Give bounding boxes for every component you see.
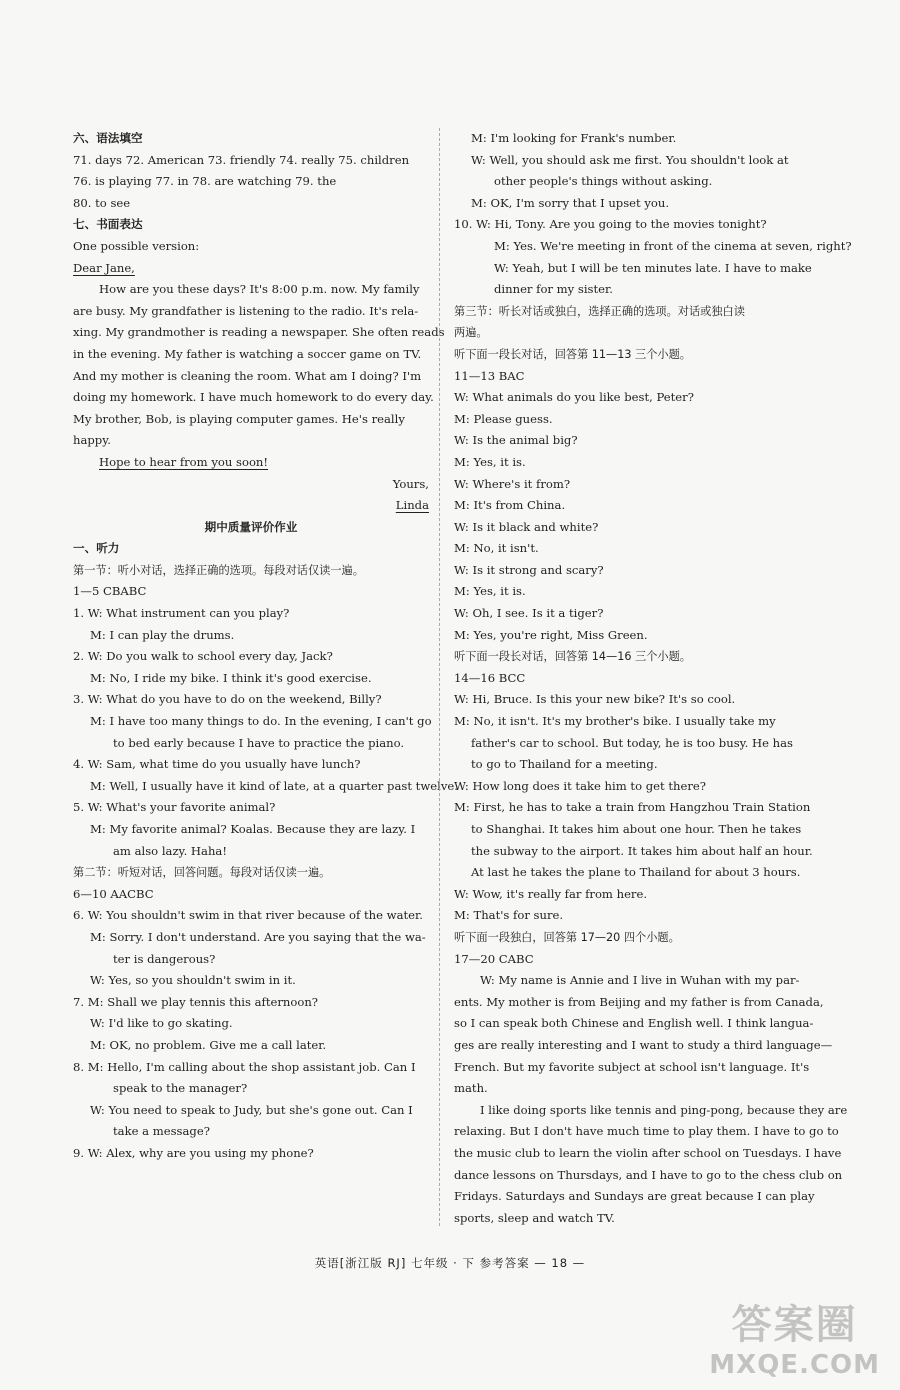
right-text-line: math. <box>454 1081 488 1096</box>
left-text-line: 六、语法填空 <box>73 131 143 145</box>
right-text-line: to Shanghai. It takes him about one hour. Then he takes <box>471 822 802 836</box>
right-text-line: 两遍。 <box>454 326 488 340</box>
left-text-line: 第一节：听小对话，选择正确的选项。每段对话仅读一遍。 <box>73 563 364 577</box>
right-text-line: 10. W: Hi, Tony. Are you going to the movies tonight? <box>454 217 767 232</box>
right-text-line: the music club to learn the violin after school on Tuesdays. I have <box>454 1145 842 1160</box>
left-text-line: 七、书面表达 <box>73 217 143 232</box>
right-text-line: sports, sleep and watch TV. <box>454 1210 615 1225</box>
right-text-line: dance lessons on Thursdays, and I have to go to the chess club on <box>454 1167 843 1182</box>
left-text-line: speak to the manager? <box>113 1081 248 1096</box>
right-text-line: M: OK, I'm sorry that I upset you. <box>471 195 670 210</box>
right-text-line: M: I'm looking for Frank's number. <box>471 131 677 145</box>
left-text-line: And my mother is cleaning the room. What am I doing? I'm <box>73 368 422 383</box>
left-text-line: 7. M: Shall we play tennis this afternoon? <box>73 994 319 1009</box>
right-text-line: W: Is the animal big? <box>454 433 578 448</box>
right-text-line: W: Where's it from? <box>454 476 571 491</box>
right-text-line: M: First, he has to take a train from Hangzhou Train Station <box>454 800 811 815</box>
left-text-line: 期中质量评价作业 <box>204 519 298 534</box>
left-text-line: M: OK, no problem. Give me a call later. <box>90 1037 327 1052</box>
right-text-line: 14—16 BCC <box>454 670 526 685</box>
left-text-line: Hope to hear from you soon! <box>99 454 269 469</box>
right-text-line: M: Yes, it is. <box>454 454 526 469</box>
right-text-line: W: What animals do you like best, Peter? <box>454 390 694 405</box>
watermark-logo <box>709 1293 880 1380</box>
right-text-line: M: Yes, it is. <box>454 584 526 599</box>
left-text-line: 6. W: You shouldn't swim in that river because of the water. <box>73 908 423 923</box>
left-text-line: W: I'd like to go skating. <box>90 1016 233 1031</box>
left-text-line: to bed early because I have to practice the piano. <box>113 735 405 750</box>
left-text-line: 5. W: What's your favorite animal? <box>73 800 276 815</box>
right-text-line: W: Yeah, but I will be ten minutes late. I have to make <box>494 260 812 275</box>
left-text-line: in the evening. My father is watching a soccer game on TV. <box>73 346 422 361</box>
left-text-line: 1—5 CBABC <box>73 584 147 599</box>
right-text-line: W: Well, you should ask me first. You shouldn't look at <box>471 152 789 167</box>
right-column <box>454 128 852 1229</box>
left-text-line: W: Yes, so you shouldn't swim in it. <box>90 973 296 988</box>
right-text-line: M: Yes. We're meeting in front of the cinema at seven, right? <box>494 238 852 253</box>
right-text-line: 听下面一段长对话，回答第 11—13 三个小题。 <box>454 347 691 361</box>
left-text-line: xing. My grandmother is reading a newspaper. She often reads <box>73 325 445 340</box>
right-text-line: 听下面一段独白，回答第 17—20 四个小题。 <box>454 930 680 944</box>
left-text-line: 71. days 72. American 73. friendly 74. really 75. children <box>73 152 410 167</box>
right-text-line: M: That's for sure. <box>454 908 564 923</box>
left-text-line: 4. W: Sam, what time do you usually have lunch? <box>73 757 361 772</box>
left-text-line: Yours, <box>392 476 429 491</box>
left-text-line: 一、听力 <box>73 541 120 556</box>
right-text-line: W: Oh, I see. Is it a tiger? <box>454 606 604 621</box>
left-text-line: M: No, I ride my bike. I think it's good exercise. <box>90 670 372 685</box>
right-text-line: to go to Thailand for a meeting. <box>471 757 658 772</box>
right-text-line: W: How long does it take him to get there? <box>454 778 706 793</box>
left-column <box>73 128 458 1165</box>
left-text-line: doing my homework. I have much homework to do every day. <box>73 390 434 405</box>
right-text-line: so I can speak both Chinese and English well. I think langua- <box>454 1016 814 1031</box>
left-text-line: am also lazy. Haha! <box>113 843 227 858</box>
right-text-line: 第三节：听长对话或独白，选择正确的选项。对话或独白读 <box>454 304 745 318</box>
right-text-line: M: Please guess. <box>454 411 553 426</box>
right-text-line: 11—13 BAC <box>454 368 525 383</box>
right-text-line: M: No, it isn't. <box>454 541 539 556</box>
right-text-line: other people's things without asking. <box>494 174 713 189</box>
left-text-line: 6—10 AACBC <box>73 886 154 901</box>
right-text-line: At last he takes the plane to Thailand for about 3 hours. <box>471 865 801 880</box>
left-text-line: 3. W: What do you have to do on the weekend, Billy? <box>73 692 382 707</box>
right-text-line: I like doing sports like tennis and ping-pong, because they are <box>480 1102 848 1117</box>
left-text-line: 76. is playing 77. in 78. are watching 79. the <box>73 174 337 189</box>
right-text-line: 听下面一段长对话，回答第 14—16 三个小题。 <box>454 650 691 664</box>
right-text-line: relaxing. But I don't have much time to play them. I have to go to <box>454 1124 839 1139</box>
right-text-line: M: No, it isn't. It's my brother's bike. I usually take my <box>454 714 776 729</box>
right-text-line: father's car to school. But today, he is too busy. He has <box>471 735 794 750</box>
left-text-line: 第二节：听短对话，回答问题。每段对话仅读一遍。 <box>73 866 331 880</box>
right-text-line: M: Yes, you're right, Miss Green. <box>454 627 648 642</box>
right-text-line: the subway to the airport. It takes him about half an hour. <box>471 843 813 858</box>
right-text-line: W: Is it black and white? <box>454 519 599 534</box>
left-text-line: 9. W: Alex, why are you using my phone? <box>73 1145 314 1160</box>
watermark-text: 答案圈 <box>731 1302 858 1348</box>
left-text-line: happy. <box>73 433 111 448</box>
right-text-line: W: Wow, it's really far from here. <box>454 886 648 901</box>
left-text-line: M: I can play the drums. <box>90 627 235 642</box>
right-text-line: ges are really interesting and I want to study a third language— <box>454 1037 833 1052</box>
page-footer: 英语[浙江版 RJ] 七年级 · 下 参考答案 — 18 — <box>314 1256 586 1270</box>
left-text-line: 80. to see <box>73 195 131 210</box>
watermark-url: MXQE.COM <box>709 1350 880 1380</box>
right-text-line: 17—20 CABC <box>454 951 534 966</box>
left-text-line: Dear Jane, <box>73 260 135 275</box>
left-text-line: M: Sorry. I don't understand. Are you saying that the wa- <box>90 929 426 944</box>
left-text-line: are busy. My grandfather is listening to the radio. It's rela- <box>73 303 419 318</box>
left-text-line: ter is dangerous? <box>113 951 216 966</box>
right-text-line: W: Hi, Bruce. Is this your new bike? It's so cool. <box>454 692 736 707</box>
left-text-line: 8. M: Hello, I'm calling about the shop assistant job. Can I <box>73 1059 416 1074</box>
column-divider <box>439 128 440 1226</box>
right-text-line: Fridays. Saturdays and Sundays are great because I can play <box>454 1189 815 1204</box>
right-text-line: W: My name is Annie and I live in Wuhan with my par- <box>480 973 800 988</box>
right-text-line: French. But my favorite subject at school isn't language. It's <box>454 1059 810 1074</box>
left-text-line: M: My favorite animal? Koalas. Because they are lazy. I <box>90 822 416 836</box>
left-text-line: take a message? <box>113 1124 210 1139</box>
left-text-line: W: You need to speak to Judy, but she's gone out. Can I <box>90 1102 413 1117</box>
left-text-line: One possible version: <box>73 238 200 253</box>
right-text-line: dinner for my sister. <box>494 282 613 297</box>
left-text-line: 1. W: What instrument can you play? <box>73 606 290 621</box>
left-text-line: How are you these days? It's 8:00 p.m. now. My family <box>99 282 420 297</box>
left-text-line: M: I have too many things to do. In the evening, I can't go <box>90 714 432 729</box>
left-text-line: My brother, Bob, is playing computer games. He's really <box>73 411 405 426</box>
left-text-line: 2. W: Do you walk to school every day, Jack? <box>73 649 333 664</box>
right-text-line: W: Is it strong and scary? <box>454 562 604 577</box>
left-text-line: M: Well, I usually have it kind of late, at a quarter past twelve. <box>90 778 458 793</box>
left-text-line: Linda <box>395 498 429 513</box>
right-text-line: ents. My mother is from Beijing and my father is from Canada, <box>454 994 824 1009</box>
right-text-line: M: It's from China. <box>454 498 566 513</box>
